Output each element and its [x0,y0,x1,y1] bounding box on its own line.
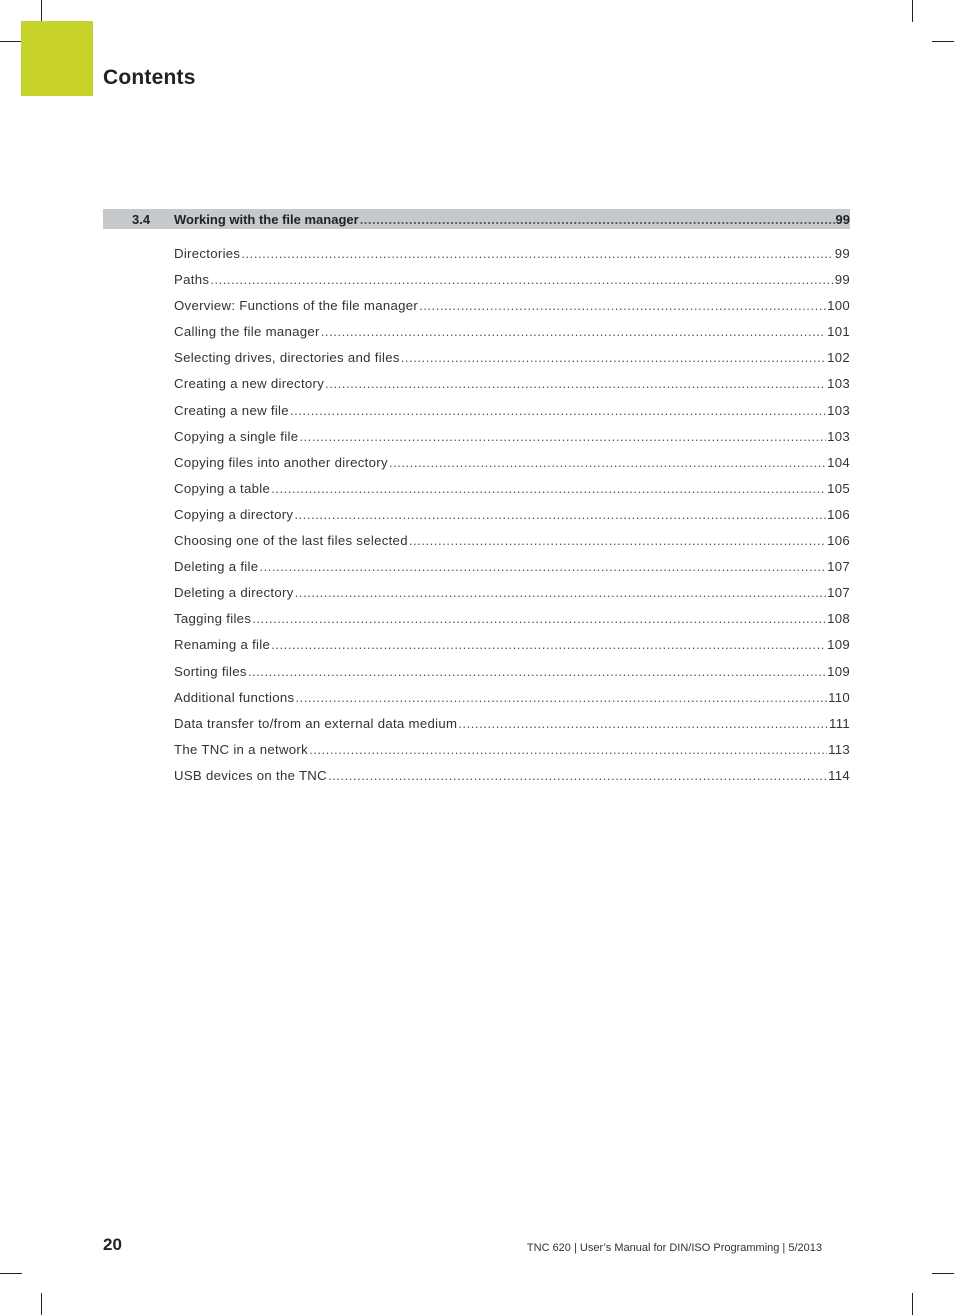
toc-leader-dots [389,455,826,470]
crop-mark-bottom-left-v [41,1293,42,1315]
toc-leader-dots [409,533,826,548]
toc-entry-title: Calling the file manager [174,324,320,340]
toc-entry[interactable] [174,298,850,324]
toc-leader-dots [252,611,826,626]
toc-entry-page: 103 [827,428,850,444]
toc-leader-dots [294,507,826,522]
toc-entry-page: 108 [827,611,850,627]
toc-entry-page: 100 [827,298,850,314]
toc-leader-dots [419,298,826,313]
toc-entry[interactable] [174,585,850,611]
crop-mark-top-right-v [912,0,913,22]
footer-manual-info: TNC 620 | User’s Manual for DIN/ISO Programming | 5/2013 [526,1242,822,1254]
toc-entry-page: 109 [827,663,850,679]
toc-entry[interactable] [174,768,850,794]
toc-entry[interactable] [174,559,850,585]
toc-entry[interactable] [174,507,850,533]
toc-leader-dots [290,403,826,418]
toc-entry-page: 103 [827,376,850,392]
toc-entry-page: 111 [829,715,850,731]
toc-leader-dots [248,664,826,679]
toc-entry-title: Copying a directory [174,506,294,522]
toc-entry-page: 107 [827,585,850,601]
toc-leader-dots [241,246,833,261]
toc-entry-title: The TNC in a network [174,741,309,757]
section-title: Working with the file manager [174,212,359,227]
crop-mark-bottom-right-v [912,1293,913,1315]
toc-entry[interactable] [174,350,850,376]
toc-leader-dots [309,742,827,757]
toc-leader-dots [259,559,826,574]
toc-entry[interactable] [174,403,850,429]
toc-leader-dots [271,637,826,652]
toc-entry-title: Creating a new file [174,402,289,418]
toc-leader-dots [295,585,826,600]
crop-mark-bottom-left-h [0,1273,22,1274]
crop-mark-top-right-h [932,41,954,42]
crop-mark-top-left-h [0,41,22,42]
chapter-color-block [21,21,93,96]
toc-entry-title: Additional functions [174,689,295,705]
toc-leader-dots [328,768,827,783]
toc-entry[interactable] [174,742,850,768]
section-title-row [174,212,850,227]
toc-entry-title: Choosing one of the last files selected [174,533,408,549]
toc-entry-page: 106 [827,533,850,549]
toc-entry-page: 109 [827,637,850,653]
toc-entry[interactable] [174,246,850,272]
toc-entry[interactable] [174,429,850,455]
toc-entry-page: 102 [827,350,850,366]
crop-mark-bottom-right-h [932,1273,954,1274]
toc-entry-page: 101 [827,324,850,340]
toc-entry[interactable] [174,690,850,716]
toc-entry-page: 114 [828,767,850,783]
toc-entry-title: Copying a table [174,480,271,496]
section-page-number: 99 [835,212,850,227]
toc-entry-page: 107 [827,559,850,575]
toc-entry[interactable] [174,272,850,298]
toc-entry-title: Overview: Functions of the file manager [174,298,419,314]
footer-page-number: 20 [103,1235,122,1254]
toc-entry-page: 110 [828,689,850,705]
toc-entry-page: 104 [827,454,850,470]
toc-entry[interactable] [174,481,850,507]
toc-leader-dots [210,272,833,287]
toc-entry-title: Deleting a directory [174,585,294,601]
page-title: Contents [103,66,196,89]
toc-entry[interactable] [174,533,850,559]
toc-leader-dots [299,429,826,444]
toc-entry[interactable] [174,324,850,350]
toc-leader-dots [295,690,827,705]
toc-entry-title: Directories [174,246,241,261]
toc-entry-title: Creating a new directory [174,376,325,392]
toc-entry-page: 105 [827,480,850,496]
toc-entry-title: Paths [174,272,210,288]
toc-entry[interactable] [174,455,850,481]
toc-entry-page: 106 [827,506,850,522]
toc-entry-page: 103 [827,402,850,418]
toc-entry-title: Copying a single file [174,428,299,444]
toc-entry-title: Tagging files [174,611,252,627]
toc-entry[interactable] [174,664,850,690]
toc-entry-title: Selecting drives, directories and files [174,350,400,366]
toc-entry[interactable] [174,376,850,402]
crop-mark-top-left-v [41,0,42,22]
toc-entry-page: 99 [834,246,850,261]
section-heading[interactable] [103,209,850,229]
toc-entry-page: 99 [834,272,850,288]
toc-entry-title: Renaming a file [174,637,271,653]
toc-leader-dots [321,324,826,339]
toc-entry[interactable] [174,716,850,742]
toc-entry-page: 113 [828,741,850,757]
toc-entry[interactable] [174,637,850,663]
toc-entry[interactable] [174,611,850,637]
toc-leader-dots [271,481,826,496]
toc-entry-title: Data transfer to/from an external data medium [174,715,458,731]
toc-entry-title: USB devices on the TNC [174,767,327,783]
section-leader-dots [360,212,835,227]
toc-entry-title: Sorting files [174,663,247,679]
toc-leader-dots [458,716,828,731]
toc-list [174,246,850,794]
toc-entry-title: Deleting a file [174,559,259,575]
toc-leader-dots [401,350,826,365]
toc-leader-dots [325,376,826,391]
section-number: 3.4 [132,212,151,227]
toc-entry-title: Copying files into another directory [174,454,388,470]
